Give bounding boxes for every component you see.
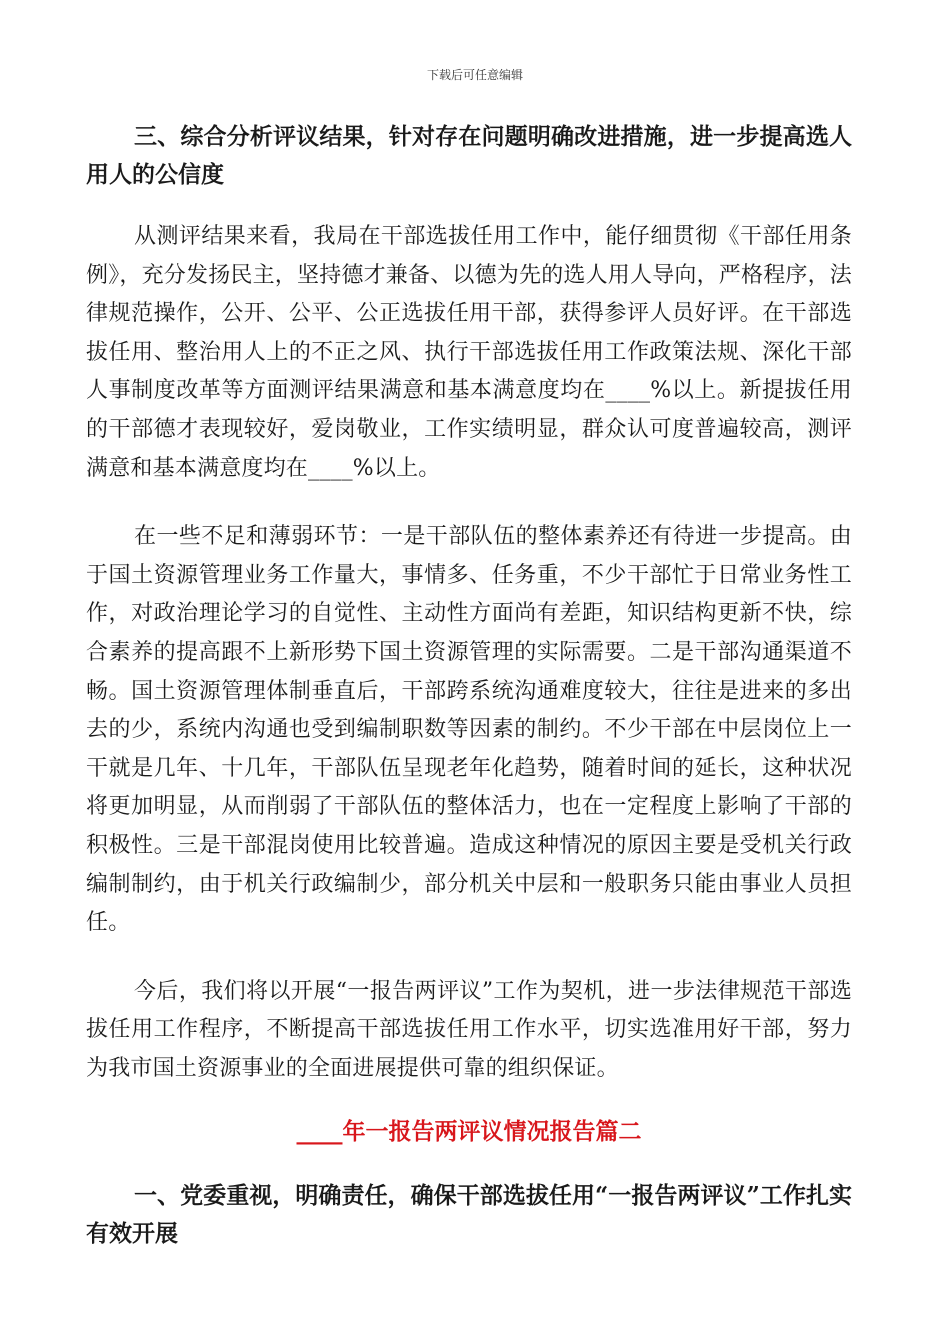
paragraph-shortcomings: 在一些不足和薄弱环节：一是干部队伍的整体素养还有待进一步提高。由于国土资源管理业务工作量大，事情多、任务重，不少干部忙于日常业务性工作，对政治理论学习的自觉性、主动性方面尚有差距，知识结构更新不快，综合素养的提高跟不上新形势下国土资源管理的实际需要。二是干部沟通渠道不畅。国土资源管理体制垂直后，干部跨系统沟通难度较大，往往是进来的多出去的少，系统内沟通也受到编制职数等因素的制约。不少干部在中层岗位上一干就是几年、十几年，干部队伍呈现老年化趋势，随着时间的延长，这种状况将更加明显，从而削弱了干部队伍的整体活力，也在一定程度上影响了干部的积极性。三是干部混岗使用比较普遍。造成这种情况的原因主要是受机关行政编制制约，由于机关行政编制少，部分机关中层和一般职务只能由事业人员担任。 xyxy=(86,524,852,936)
paragraph-future-plans: 今后，我们将以开展“一报告两评议”工作为契机，进一步法律规范干部选拔任用工作程序，不断提高干部选拔任用工作水平，切实选准用好干部，努力为我市国土资源事业的全面进展提供可靠的组织保证。 xyxy=(86,978,852,1081)
section-heading-3: 三、综合分析评议结果，针对存在问题明确改进措施，进一步提高选人用人的公信度 xyxy=(86,123,852,188)
page-header: 下载后可任意编辑 xyxy=(426,68,523,82)
paragraph-evaluation-results: 从测评结果来看，我局在干部选拔任用工作中，能仔细贯彻《干部任用条例》，充分发扬民主，坚持德才兼备、以德为先的选人用人导向，严格程序，法律规范操作，公开、公平、公正选拔任用干部，获得参评人员好评。在干部选拔任用、整治用人上的不正之风、执行干部选拔任用工作政策法规、深化干部人事制度改革等方面测评结果满意和基本满意度均在____%以上。新提拔任用的干部德才表现较好，爱岗敬业，工作实绩明显，群众认可度普遍较高，测评满意和基本满意度均在____%以上。 xyxy=(86,224,853,481)
document-body xyxy=(86,118,852,1253)
section-heading-1: 一、党委重视，明确责任，确保干部选拔任用“一报告两评议”工作扎实有效开展 xyxy=(86,1182,852,1248)
report-part-two-title: ____年一报告两评议情况报告篇二 xyxy=(296,1118,642,1146)
